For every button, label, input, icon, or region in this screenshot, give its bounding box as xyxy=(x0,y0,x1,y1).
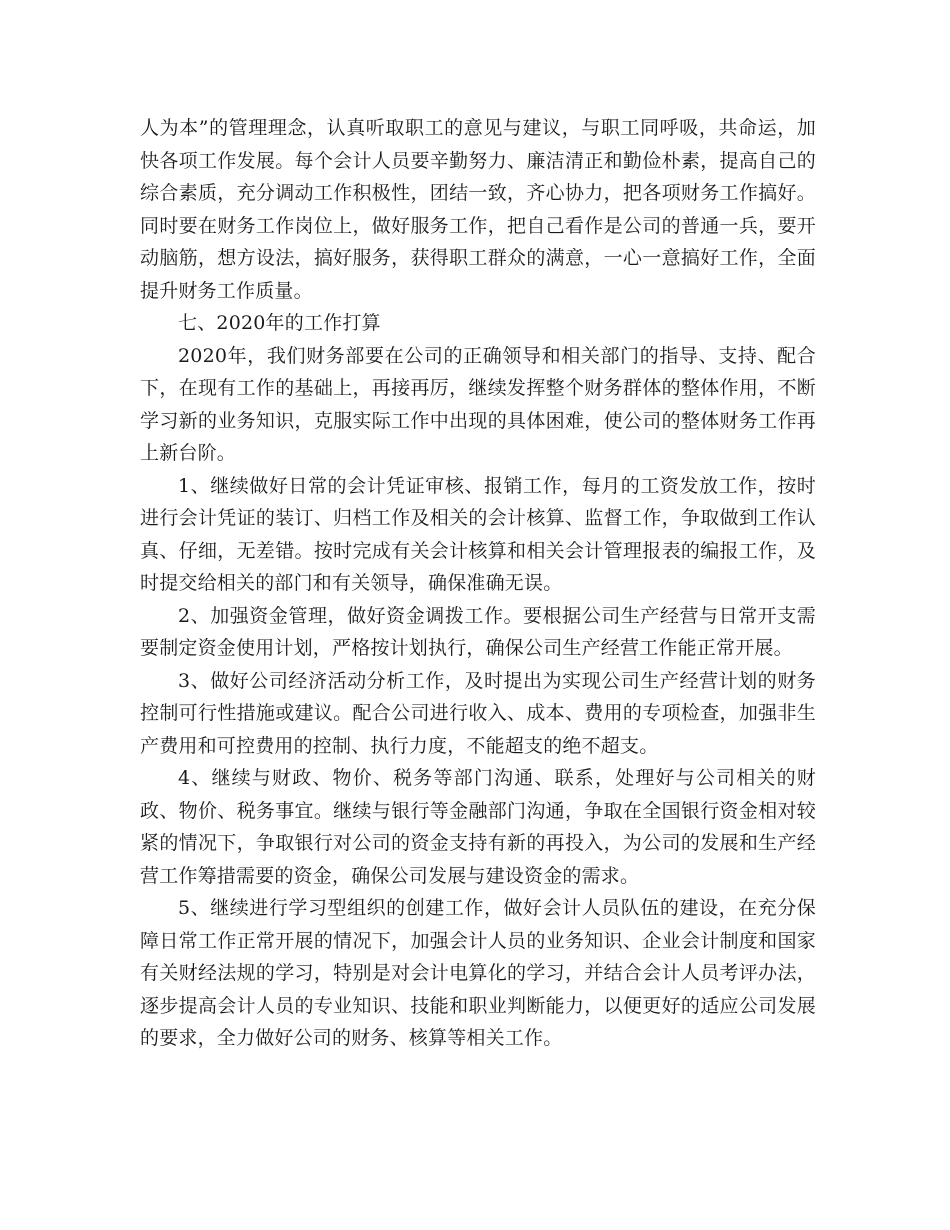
document-body xyxy=(140,112,816,1055)
paragraph-item-5: 5、继续进行学习型组织的创建工作，做好会计人员队伍的建设，在充分保障日常工作正常开展的情况下，加强会计人员的业务知识、企业会计制度和国家有关财经法规的学习，特别是对会计电算化的学习，并结合会计人员考评办法，逐步提高会计人员的专业知识、技能和职业判断能力，以便更好的适应公司发展的要求，全力做好公司的财务、核算等相关工作。 xyxy=(140,897,816,1049)
paragraph-continued: 人为本”的管理理念，认真听取职工的意见与建议，与职工同呼吸，共命运，加快各项工作发展。每个会计人员要辛勤努力、廉洁清正和勤俭朴素，提高自己的综合素质，充分调动工作积极性，团结一致，齐心协力，把各项财务工作搞好。同时要在财务工作岗位上，做好服务工作，把自己看作是公司的普通一兵，要开动脑筋，想方设法，搞好服务，获得职工群众的满意，一心一意搞好工作，全面提升财务工作质量。 xyxy=(140,117,816,302)
paragraph-intro-2020: 2020年，我们财务部要在公司的正确领导和相关部门的指导、支持、配合下，在现有工作的基础上，再接再厉，继续发挥整个财务群体的整体作用，不断学习新的业务知识，克服实际工作中出现的具体困难，使公司的整体财务工作再上新台阶。 xyxy=(140,344,816,464)
paragraph-item-2: 2、加强资金管理，做好资金调拨工作。要根据公司生产经营与日常开支需要制定资金使用计划，严格按计划执行，确保公司生产经营工作能正常开展。 xyxy=(140,604,816,659)
section-heading-2020-plan: 七、2020年的工作打算 xyxy=(178,312,381,334)
paragraph-item-3: 3、做好公司经济活动分析工作，及时提出为实现公司生产经营计划的财务控制可行性措施或建议。配合公司进行收入、成本、费用的专项检查，加强非生产费用和可控费用的控制、执行力度，不能超支的绝不超支。 xyxy=(140,669,816,757)
paragraph-item-1: 1、继续做好日常的会计凭证审核、报销工作，每月的工资发放工作，按时进行会计凭证的装订、归档工作及相关的会计核算、监督工作，争取做到工作认真、仔细，无差错。按时完成有关会计核算和相关会计管理报表的编报工作，及时提交给相关的部门和有关领导，确保准确无误。 xyxy=(140,474,816,594)
paragraph-item-4: 4、继续与财政、物价、税务等部门沟通、联系，处理好与公司相关的财政、物价、税务事宜。继续与银行等金融部门沟通，争取在全国银行资金相对较紧的情况下，争取银行对公司的资金支持有新的再投入，为公司的发展和生产经营工作筹措需要的资金，确保公司发展与建设资金的需求。 xyxy=(140,767,816,887)
